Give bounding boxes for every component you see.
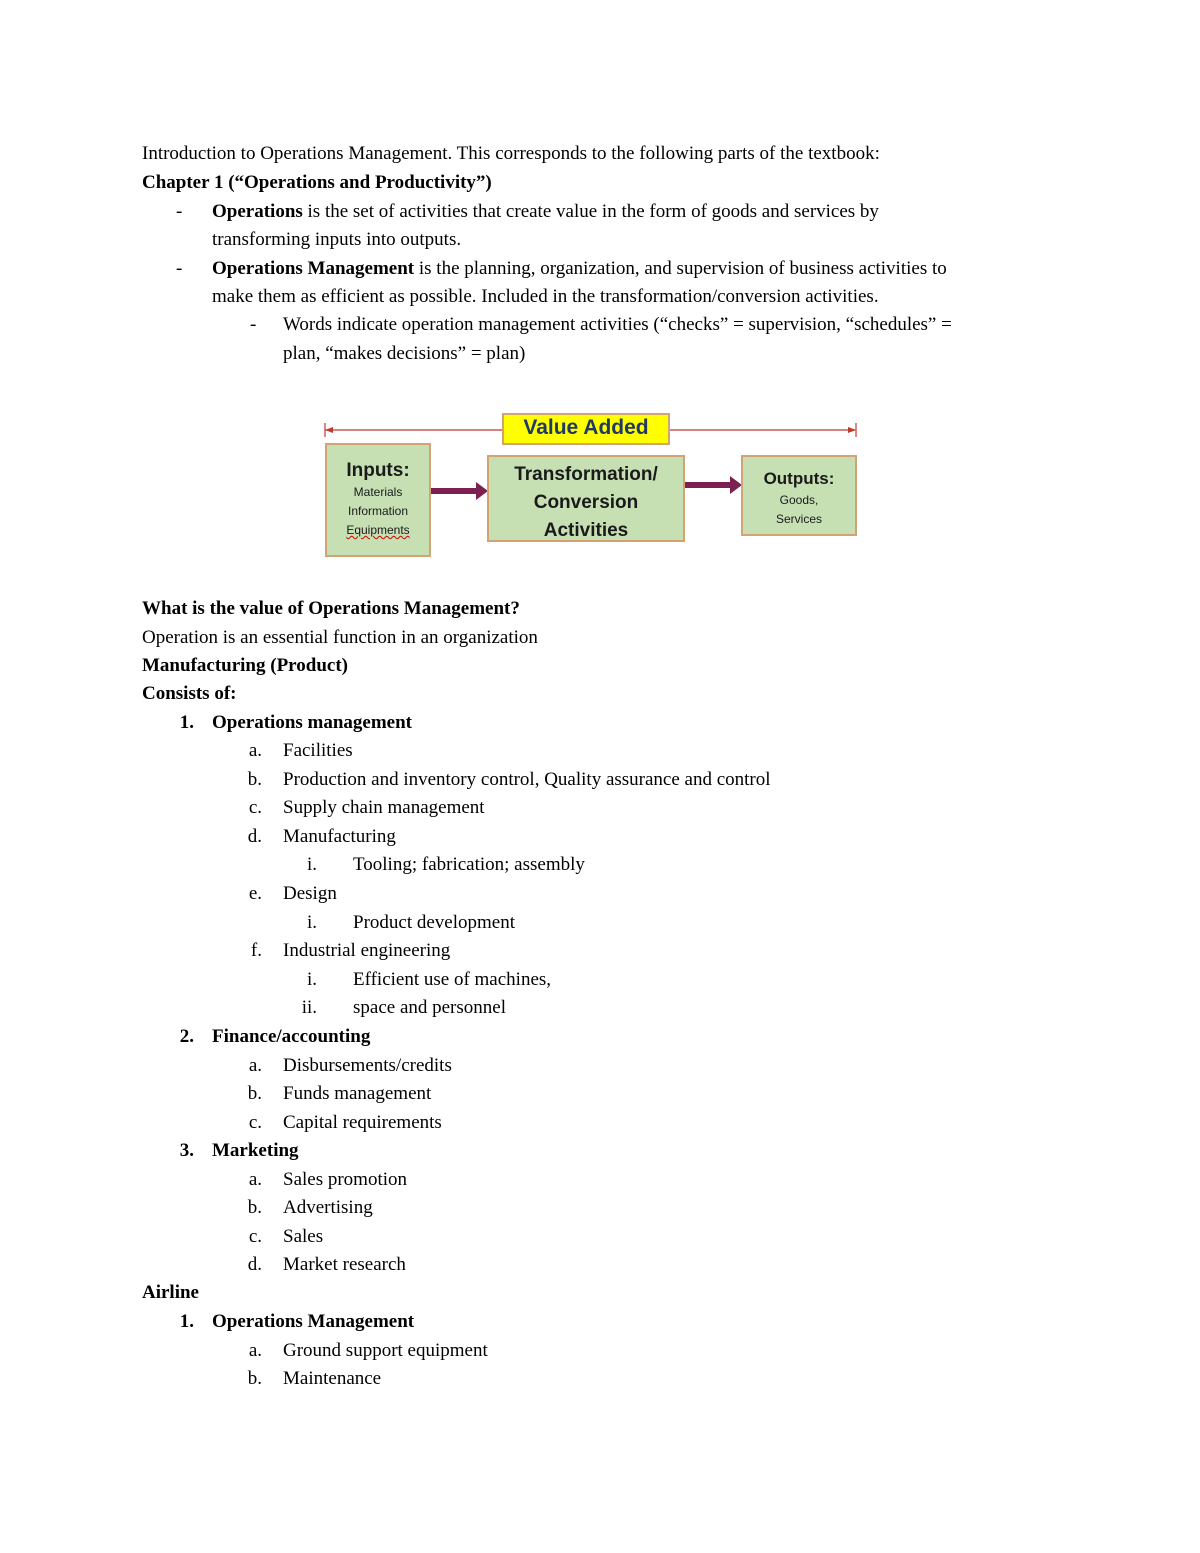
sub-bullet-text: Words indicate operation management activities (“checks” = supervision, “schedules” = [283,314,952,335]
list-text: Ground support equipment [283,1340,488,1361]
list-text: Funds management [283,1083,432,1104]
transform-line: Activities [543,520,629,541]
list-text: Manufacturing [283,826,396,847]
list-letter: b. [247,1197,262,1218]
list-label: Marketing [212,1140,299,1161]
value-span-arrowhead-right [848,427,856,433]
list-number: 1. [179,1311,194,1332]
arrow-outputs-shaft [684,482,730,488]
bullet-operations-management-cont: make them as efficient as possible. Included in the transformation/conversion activities. [212,286,879,307]
list-letter: a. [248,1340,262,1361]
list-number: 3. [179,1140,194,1161]
list-text: Advertising [283,1197,373,1218]
bullet-text [212,257,947,281]
transform-box [487,455,685,542]
value-added-label: Value Added [502,413,670,445]
list-label: Finance/accounting [212,1026,371,1047]
chapter-heading: Chapter 1 (“Operations and Productivity”) [142,172,492,193]
arrow-inputs-shaft [430,488,476,494]
list-text: Disbursements/credits [283,1055,452,1076]
inputs-item: Information [347,504,409,518]
list-letter: e. [248,883,262,904]
intro-line: Introduction to Operations Management. This corresponds to the following parts of the textbook: [142,143,880,164]
outputs-item: Goods, [779,493,819,507]
list-letter: c. [248,1226,262,1247]
list-letter: f. [250,940,262,961]
airline-heading: Airline [142,1282,199,1303]
inputs-item [327,521,429,540]
list-letter: c. [248,1112,262,1133]
list-letter: a. [248,1055,262,1076]
list-text: Maintenance [283,1368,382,1389]
value-chain-diagram [320,410,865,560]
list-letter: b. [247,1083,262,1104]
list-number: 2. [179,1026,194,1047]
manufacturing-heading: Manufacturing (Product) [142,655,348,676]
list-letter: c. [248,797,262,818]
term-operations-management: Operations Management [212,258,415,279]
outputs-box [741,455,857,536]
list-letter: d. [247,826,262,847]
list-letter: b. [247,1368,262,1389]
list-text: Capital requirements [283,1112,442,1133]
value-span-arrowhead-left [325,427,333,433]
list-letter: a. [248,740,262,761]
list-text: Design [283,883,337,904]
list-roman: i. [306,854,317,875]
inputs-item-text: Equipments [346,523,410,537]
list-text: Sales promotion [283,1169,408,1190]
list-roman: ii. [301,997,317,1018]
list-text: Production and inventory control, Quality assurance and control [283,769,771,790]
transform-line: Transformation/ [514,464,658,485]
inputs-box [325,443,431,557]
transform-line: Conversion [533,492,639,513]
list-label: Operations Management [212,1311,415,1332]
term-operations: Operations [212,201,303,222]
list-text: Market research [283,1254,406,1275]
list-text: Facilities [283,740,353,761]
list-number: 1. [179,712,194,733]
list-text: Efficient use of machines, [353,969,552,990]
outputs-item: Services [775,512,822,526]
list-roman: i. [306,969,317,990]
consists-heading: Consists of: [142,683,237,704]
value-answer: Operation is an essential function in an organization [142,627,538,648]
list-label: Operations management [212,712,413,733]
definition-operations: is the set of activities that create value in the form of goods and services by [302,201,879,222]
list-text: Sales [283,1226,324,1247]
dash-marker: - [176,258,183,279]
list-letter: b. [247,769,262,790]
list-roman: i. [306,912,317,933]
value-question: What is the value of Operations Management? [142,598,520,619]
inputs-title: Inputs: [346,460,410,481]
list-text: Tooling; fabrication; assembly [353,854,585,875]
list-text: Industrial engineering [283,940,451,961]
bullet-operations-cont: transforming inputs into outputs. [212,229,462,250]
sub-bullet-cont: plan, “makes decisions” = plan) [283,343,526,364]
bullet-text [212,200,879,224]
list-text: Supply chain management [283,797,485,818]
list-text: Product development [353,912,515,933]
definition-operations-management: is the planning, organization, and supervision of business activities to [414,258,947,279]
inputs-item: Materials [353,485,403,499]
dash-marker: - [176,201,183,222]
list-letter: a. [248,1169,262,1190]
list-text: space and personnel [353,997,506,1018]
list-letter: d. [247,1254,262,1275]
dash-marker: - [250,314,257,335]
outputs-title: Outputs: [763,469,835,488]
